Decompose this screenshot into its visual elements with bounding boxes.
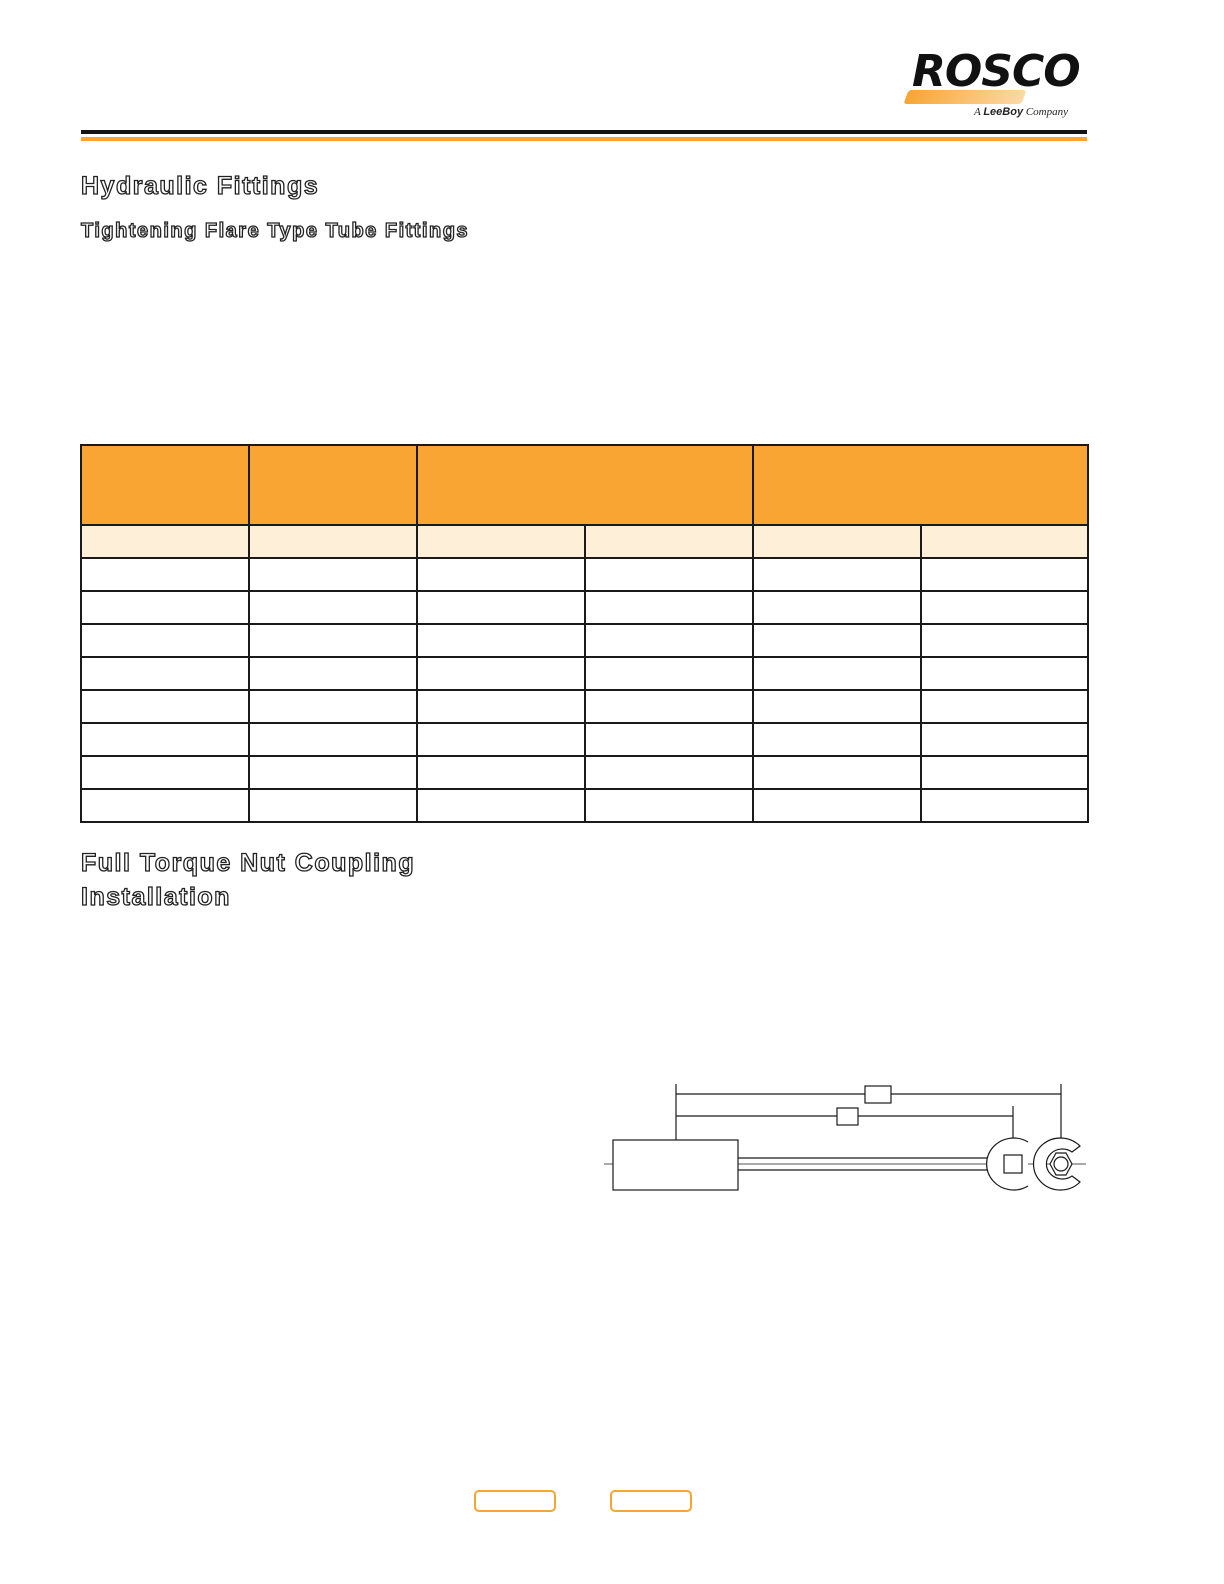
table-cell bbox=[753, 591, 921, 624]
table-cell bbox=[753, 558, 921, 591]
table-subheader-cell bbox=[753, 525, 921, 558]
torque-table bbox=[80, 444, 1089, 823]
table-cell bbox=[753, 789, 921, 822]
table-cell bbox=[921, 624, 1088, 657]
table-subheader-row bbox=[81, 525, 1088, 558]
table-cell bbox=[585, 624, 753, 657]
table-cell bbox=[417, 657, 585, 690]
rosco-logo bbox=[904, 46, 1080, 126]
dimension-label-box-inner bbox=[837, 1108, 858, 1125]
table-cell bbox=[921, 657, 1088, 690]
table-cell bbox=[921, 558, 1088, 591]
table-row bbox=[81, 657, 1088, 690]
table-cell bbox=[585, 690, 753, 723]
tagline-suffix: Company bbox=[1025, 106, 1068, 118]
table-cell bbox=[921, 789, 1088, 822]
table-cell bbox=[81, 789, 249, 822]
table-cell bbox=[249, 624, 417, 657]
table-cell bbox=[753, 756, 921, 789]
table-header-row bbox=[81, 445, 1088, 525]
dimension-label-box-outer bbox=[865, 1086, 891, 1103]
table-cell bbox=[585, 657, 753, 690]
table-cell bbox=[249, 657, 417, 690]
table-cell bbox=[81, 723, 249, 756]
wrench-handle bbox=[613, 1140, 738, 1190]
table-cell bbox=[249, 756, 417, 789]
table-cell bbox=[585, 591, 753, 624]
table-row bbox=[81, 690, 1088, 723]
logo-wordmark: ROSCO bbox=[912, 46, 1080, 97]
table-row bbox=[81, 756, 1088, 789]
table-cell bbox=[417, 591, 585, 624]
table-cell bbox=[249, 723, 417, 756]
table-cell bbox=[249, 789, 417, 822]
table-cell bbox=[249, 690, 417, 723]
table-header-cell bbox=[753, 445, 1088, 525]
table-header-cell bbox=[249, 445, 417, 525]
table-cell bbox=[753, 657, 921, 690]
table-cell bbox=[585, 789, 753, 822]
table-cell bbox=[81, 756, 249, 789]
table-header-cell bbox=[81, 445, 249, 525]
table-cell bbox=[249, 558, 417, 591]
table-cell bbox=[417, 690, 585, 723]
table-subheader-cell bbox=[921, 525, 1088, 558]
table-row bbox=[81, 591, 1088, 624]
page-subtitle: Tightening Flare Type Tube Fittings bbox=[81, 220, 470, 242]
table-subheader-cell bbox=[249, 525, 417, 558]
table-cell bbox=[585, 558, 753, 591]
page-title: Hydraulic Fittings bbox=[81, 172, 320, 200]
table-row bbox=[81, 624, 1088, 657]
torque-wrench-diagram bbox=[600, 1078, 1090, 1198]
table-cell bbox=[81, 591, 249, 624]
tagline-prefix: A bbox=[974, 106, 981, 118]
table-cell bbox=[417, 789, 585, 822]
table-subheader-cell bbox=[417, 525, 585, 558]
table-cell bbox=[81, 690, 249, 723]
table-row bbox=[81, 558, 1088, 591]
header-rule-orange bbox=[81, 137, 1087, 141]
table-cell bbox=[921, 591, 1088, 624]
table-row bbox=[81, 789, 1088, 822]
table-subheader-cell bbox=[585, 525, 753, 558]
header-rule-dark bbox=[81, 130, 1087, 134]
table-cell bbox=[417, 558, 585, 591]
section-heading-line2: Installation bbox=[81, 883, 231, 911]
table-cell bbox=[753, 690, 921, 723]
table-cell bbox=[921, 723, 1088, 756]
table-cell bbox=[417, 624, 585, 657]
table-cell bbox=[921, 756, 1088, 789]
table-cell bbox=[417, 723, 585, 756]
table-cell bbox=[81, 657, 249, 690]
previous-page-button[interactable] bbox=[474, 1490, 556, 1512]
table-cell bbox=[81, 624, 249, 657]
table-cell bbox=[585, 723, 753, 756]
table-subheader-cell bbox=[81, 525, 249, 558]
table-cell bbox=[249, 591, 417, 624]
section-heading-line1: Full Torque Nut Coupling bbox=[81, 849, 416, 877]
tagline-parent: LeeBoy bbox=[983, 106, 1024, 118]
table-cell bbox=[81, 558, 249, 591]
section-heading-torque-nut bbox=[81, 846, 415, 914]
logo-tagline bbox=[974, 106, 1068, 118]
table-header-cell bbox=[417, 445, 753, 525]
table-cell bbox=[417, 756, 585, 789]
table-row bbox=[81, 723, 1088, 756]
table-cell bbox=[753, 723, 921, 756]
table-cell bbox=[921, 690, 1088, 723]
table-cell bbox=[585, 756, 753, 789]
next-page-button[interactable] bbox=[610, 1490, 692, 1512]
nut bbox=[1050, 1153, 1072, 1175]
square-drive bbox=[1004, 1155, 1022, 1173]
table-cell bbox=[753, 624, 921, 657]
